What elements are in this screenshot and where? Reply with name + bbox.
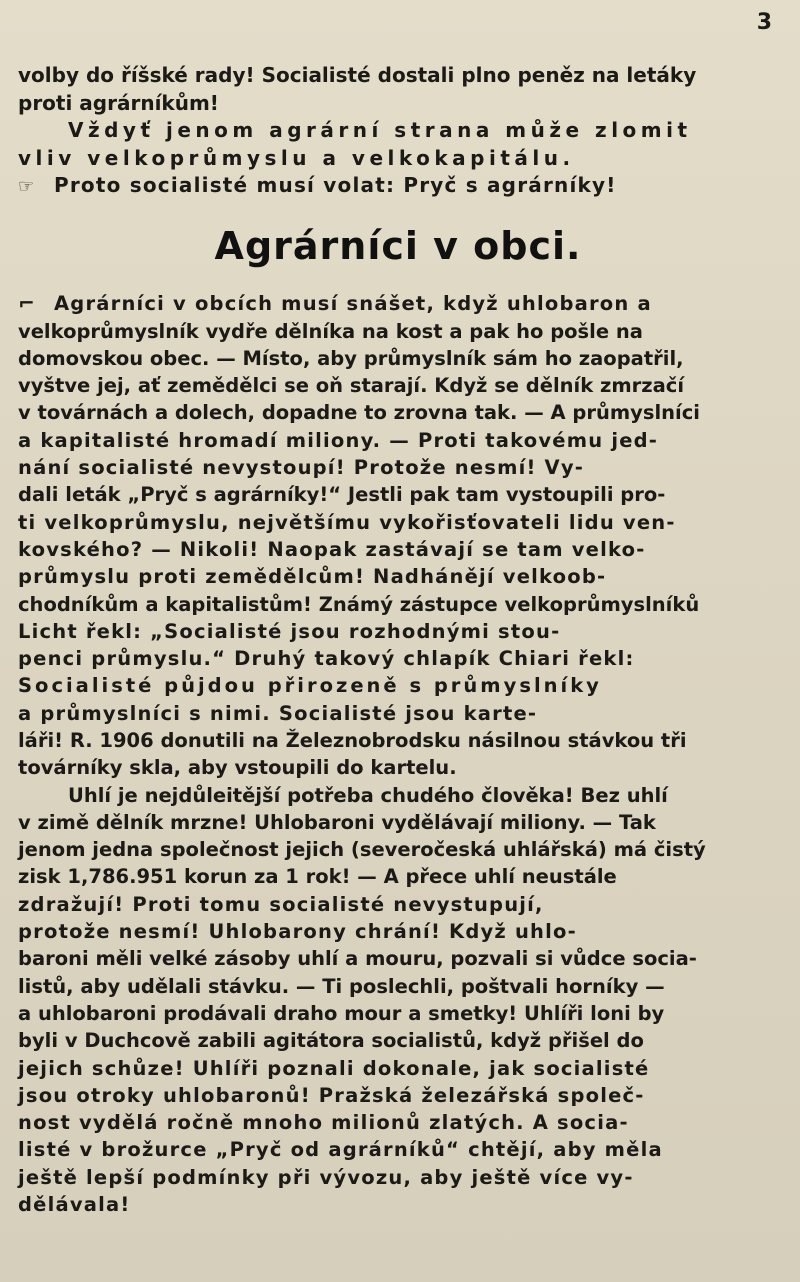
text-line: dali leták „Pryč s agrárníky!“ Jestli pak tam vystoupili pro- [18,483,666,507]
text-line: a uhlobaroni prodávali draho mour a smetky! Uhlíři loni by [18,1001,665,1025]
text-line: chodníkům a kapitalistům! Známý zástupce velkoprůmyslníků [18,592,700,616]
text-line: zisk 1,786.951 korun za 1 rok! — A přece uhlí neustále [18,865,617,889]
text-line: Licht řekl: „Socialisté jsou rozhodnými stou- [18,619,561,643]
text-line: domovskou obec. — Místo, aby průmyslník sám ho zaopatřil, [18,346,684,370]
text-line: jejich schůze! Uhlíři poznali dokonale, jak socialisté [18,1056,650,1080]
text-line: proti agrárníkům! [18,90,219,115]
text-line: baroni měli velké zásoby uhlí a mouru, pozvali si vůdce socia- [18,947,697,971]
text-line: vyštve jej, ať zemědělci se oň starají. Když se dělník zmrzačí [18,374,685,398]
text-line: volby do říšské rady! Socialisté dostali plno peněz na letáky [18,63,697,87]
text-line: Socialisté půjdou přirozeně s průmyslníky [18,674,602,698]
text-line: vliv velkoprůmyslu a velkokapitálu. [18,145,575,170]
text-line: a průmyslníci s nimi. Socialisté jsou karte- [18,701,538,725]
text-line: kovského? — Nikoli! Naopak zastávají se tam velko- [18,537,646,561]
text-line: byli v Duchcově zabili agitátora socialistů, když přišel do [18,1029,644,1053]
text-line: listé v brožurce „Pryč od agrárníků“ chtějí, aby měla [18,1138,663,1162]
text-line: a kapitalisté hromadí miliony. — Proti takovému jed- [18,428,659,452]
text-line: Uhlí je nejdůleitější potřeba chudého člověka! Bez uhlí [68,783,668,807]
text-line: průmyslu proti zemědělcům! Nadhánějí velkoob- [18,565,607,589]
text-line: láři! R. 1906 donutili na Železnobrodsku násilnou stávkou tři [18,729,687,752]
text-line: Vždyť jenom agrární strana může zlomit [68,118,692,142]
paragraph-2 [18,782,778,1219]
text-line: jsou otroky uhlobaronů! Pražská železářská společ- [18,1083,645,1107]
paragraph-1 [18,290,778,781]
corner-bracket-icon: ⌐ [18,291,36,316]
text-line: velkoprůmyslník vydře dělníka na kost a pak ho pošle na [18,319,643,343]
pointing-hand-icon: ☞ [18,175,36,197]
text-line: nání socialisté nevystoupí! Protože nesmí! Vy- [18,456,585,480]
text-line: ti velkoprůmyslu, největšímu vykořisťovateli lidu ven- [18,510,676,534]
text-line: v továrnách a dolech, dopadne to zrovna tak. — A průmyslníci [18,401,700,425]
text-line: protože nesmí! Uhlobarony chrání! Když uhlo- [18,920,577,944]
text-line: dělávala! [18,1193,131,1217]
text-line: jenom jedna společnost jejich (severočeská uhlářská) má čistý [18,838,706,862]
intro-section [18,12,778,200]
text-line: zdražují! Proti tomu socialisté nevystupují, [18,892,544,916]
page-number: 3 [756,10,772,35]
section-heading: Agrárníci v obci. [214,224,582,269]
text-line: továrníky skla, aby vstoupili do kartelu. [18,756,457,780]
text-line: ještě lepší podmínky při vývozu, aby ještě více vy- [18,1165,634,1189]
text-line: listů, aby udělali stávku. — Ti poslechli, poštvali horníky — [18,974,665,998]
text-line: nost vydělá ročně mnoho milionů zlatých. A socia- [18,1111,629,1135]
text-line: penci průmyslu.“ Druhý takový chlapík Chiari řekl: [18,647,635,671]
text-line: Proto socialisté musí volat: Pryč s agrárníky! [54,173,617,197]
text-line: v zimě dělník mrzne! Uhlobaroni vydělávají miliony. — Tak [18,810,656,834]
text-line: Agrárníci v obcích musí snášet, když uhlobaron a [54,292,652,316]
